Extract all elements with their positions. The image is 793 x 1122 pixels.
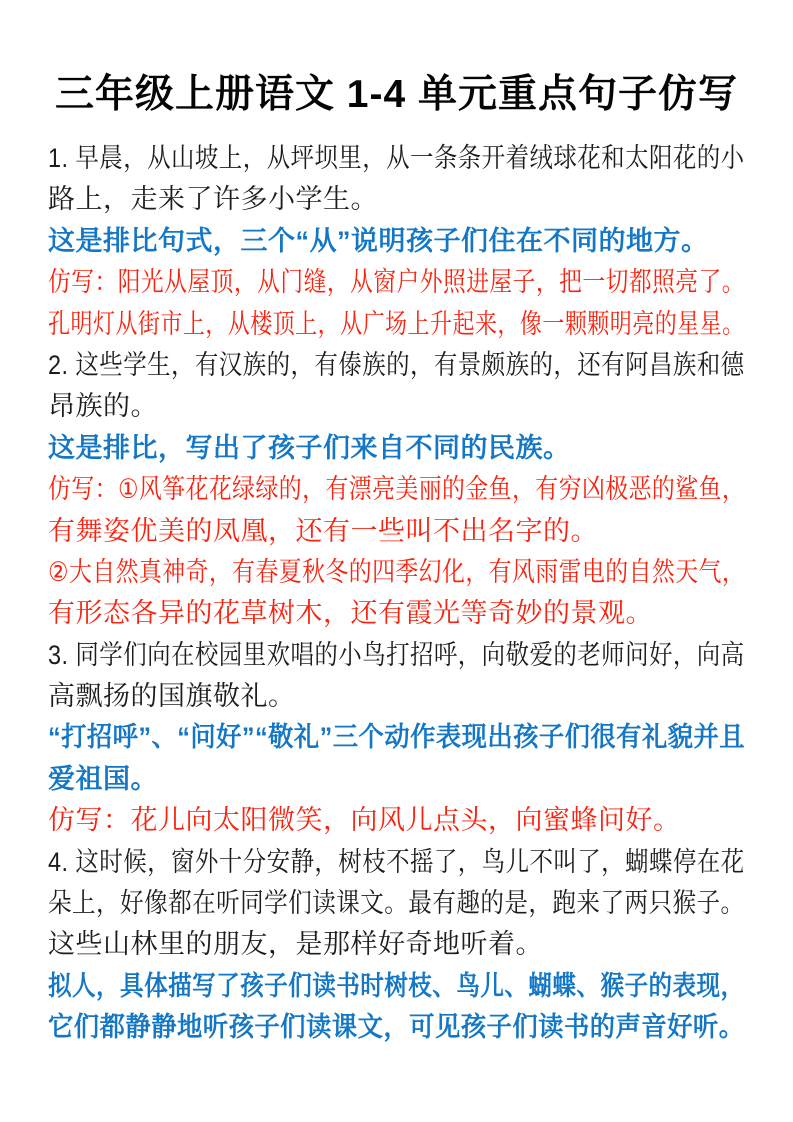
text-line: 路上，走来了许多小学生。 <box>48 184 378 215</box>
text-line: 有舞姿优美的凤凰，还有一些叫不出名字的。 <box>48 515 598 546</box>
text-line: 爱祖国。 <box>48 763 158 794</box>
text-line: 2. 这些学生，有汉族的，有傣族的，有景颇族的，还有阿昌族和德 <box>48 349 745 380</box>
text-line: “打招呼”、“问好”“敬礼”三个动作表现出孩子们很有礼貌并且 <box>48 722 745 753</box>
text-line: 仿写：花儿向太阳微笑，向风儿点头，向蜜蜂问好。 <box>48 805 681 836</box>
text-line: 这是排比句式，三个“从”说明孩子们住在不同的地方。 <box>48 225 709 256</box>
text-line: 它们都静静地听孩子们读课文，可见孩子们读书的声音好听。 <box>48 1012 745 1043</box>
text-line: 拟人，具体描写了孩子们读书时树枝、鸟儿、蝴蝶、猴子的表现， <box>48 970 745 1001</box>
text-line: 孔明灯从街市上，从楼顶上，从广场上升起来，像一颗颗明亮的星星。 <box>48 308 745 339</box>
text-line: 3. 同学们向在校园里欢唱的小鸟打招呼，向敬爱的老师问好，向高 <box>48 639 745 670</box>
page-title: 三年级上册语文 1-4 单元重点句子仿写 <box>54 73 739 116</box>
text-line: 这是排比，写出了孩子们来自不同的民族。 <box>48 432 571 463</box>
text-line: 仿写：阳光从屋顶，从门缝，从窗户外照进屋子，把一切都照亮了。 <box>48 267 745 298</box>
text-line: 昂族的。 <box>48 391 158 422</box>
text-line: ②大自然真神奇，有春夏秋冬的四季幻化，有风雨雷电的自然天气， <box>48 556 746 587</box>
text-line: 高飘扬的国旗敬礼。 <box>48 681 296 712</box>
text-line: 这些山林里的朋友，是那样好奇地听着。 <box>48 929 543 960</box>
text-line: 仿写：①风筝花花绿绿的，有漂亮美丽的金鱼，有穷凶极恶的鲨鱼， <box>48 474 746 505</box>
text-line: 1. 早晨，从山坡上，从坪坝里，从一条条开着绒球花和太阳花的小 <box>48 143 745 173</box>
text-line: 朵上，好像都在听同学们读课文。最有趣的是，跑来了两只猴子。 <box>48 888 745 919</box>
text-line: 有形态各异的花草树木，还有霞光等奇妙的景观。 <box>48 598 653 629</box>
text-line: 4. 这时候，窗外十分安静，树枝不摇了，鸟儿不叫了，蝴蝶停在花 <box>48 846 745 877</box>
content-body <box>48 138 745 1049</box>
